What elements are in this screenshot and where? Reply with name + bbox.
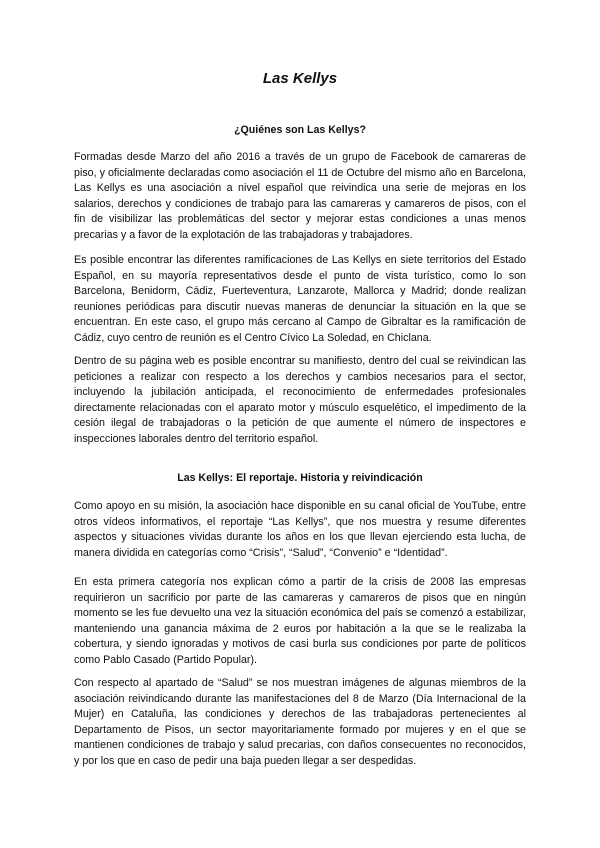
paragraph-health: Con respecto al apartado de “Salud” se nos muestran imágenes de algunas miembros de la asociación reivindicando durante las manifestaciones del 8 de Marzo (Día Internacional de la Mujer) en Cataluña, las condiciones y derechos de las trabajadoras pertenecientes al Departamento de Pisos, un sector mayoritariamente formado por mujeres y en el que se mantienen condiciones de trabajo y salud precarias, con daños consecuentes no reconocidos, y por los que en caso de pedir una baja pueden llegar a ser despedidas. [74,677,526,767]
paragraph-crisis: En esta primera categoría nos explican cómo a partir de la crisis de 2008 las empresas requirieron un sacrificio por parte de las camareras y camareros de pisos que en ningún momento se les fue devuelto una vez la situación económica del país se comenzó a estabilizar, manteniendo una ganancia máxima de 2 euros por habitación a la que se le realizaba la cobertura, y siendo ignoradas y motivos de casi burla sus condiciones por parte de políticos como Pablo Casado (Partido Popular). [74,576,526,666]
paragraph-origins: Formadas desde Marzo del año 2016 a través de un grupo de Facebook de camareras de piso, y oficialmente declaradas como asociación el 11 de Octubre del mismo año en Barcelona, Las Kellys es una asociación a nivel español que reivindica una serie de mejoras en los salarios, derechos y condiciones de trabajo para las camareras y camareros de pisos, con el fin de visibilizar las problemáticas del sector y mejorar estas condiciones a unas menos precarias y a favor de la explotación de las trabajadoras y trabajadores. [74,151,526,241]
section-heading-report: Las Kellys: El reportaje. Historia y reivindicación [177,472,423,484]
document-title: Las Kellys [262,70,338,87]
paragraph-youtube-report: Como apoyo en su misión, la asociación hace disponible en su canal oficial de YouTube, entre otros vídeos informativos, el reportaje “Las Kellys”, que nos muestra y resume diferentes aspectos y situaciones vividas durante los años en los que llevan ejerciendo esta lucha, de manera dividida en categorías como “Crisis”, “Salud”, “Convenio” e “Identidad”. [74,500,526,559]
paragraph-branches: Es posible encontrar las diferentes ramificaciones de Las Kellys en siete territorios del Estado Español, en su mayoría representativos desde el punto de vista turístico, como lo son Barcelona, Benidorm, Cádiz, Fuerteventura, Lanzarote, Mallorca y Madrid; donde realizan reuniones periódicas para discutir nuevas maneras de denunciar la situación en la que se encuentran. En este caso, el grupo más cercano al Campo de Gibraltar es la ramificación de Cádiz, cuyo centro de reunión es el Centro Cívico La Soledad, en Chiclana. [74,254,526,344]
section-heading-who: ¿Quiénes son Las Kellys? [234,124,366,136]
paragraph-manifesto: Dentro de su página web es posible encontrar su manifiesto, dentro del cual se reivindican las peticiones a realizar con respecto a los derechos y cambios necesarios para el sector, incluyendo la jubilación anticipada, el reconocimiento de enfermedades profesionales directamente relacionadas con el aparato motor y músculo esquelético, el impedimento de la cesión ilegal de trabajadoras o la petición de que aumente el número de inspectores e inspecciones laborales dentro del territorio español. [74,355,526,445]
